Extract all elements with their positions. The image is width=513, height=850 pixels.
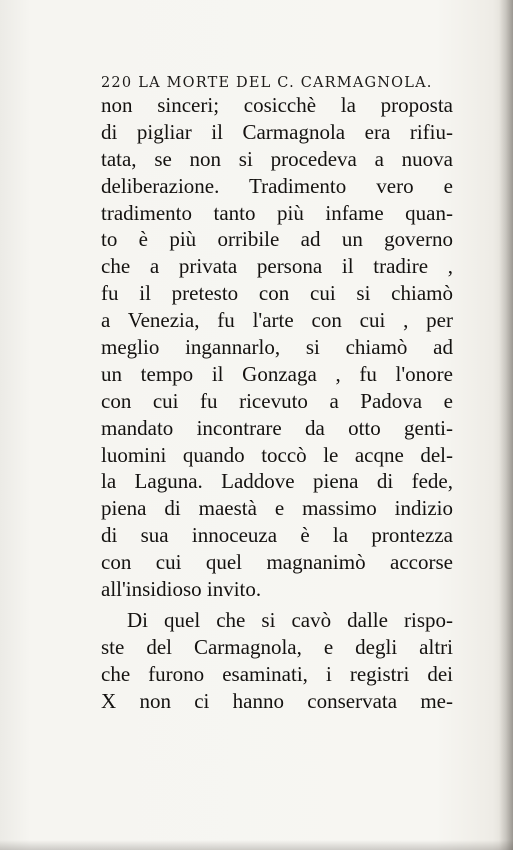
text-line: di pigliar il Carmagnola era rifiu-	[101, 119, 453, 144]
text-line: mandato incontrare da otto genti-	[101, 415, 453, 440]
text-line: a Venezia, fu l'arte con cui , per	[101, 308, 453, 333]
text-line: to è più orribile ad un governo	[101, 227, 453, 252]
text-line: tradimento tanto più infame quan-	[101, 200, 453, 225]
page-right-edge-shadow	[499, 0, 513, 850]
paragraph-2	[101, 607, 453, 715]
body-text	[101, 92, 453, 714]
running-title: LA MORTE DEL C. CARMAGNOLA.	[138, 75, 433, 91]
text-line: la Laguna. Laddove piena di fede,	[101, 469, 453, 494]
text-line: luomini quando toccò le acqne del-	[101, 442, 453, 467]
text-line: non sinceri; cosicchè la proposta	[101, 93, 453, 117]
text-line: fu il pretesto con cui si chiamò	[101, 281, 453, 306]
text-line: ste del Carmagnola, e degli altri	[101, 634, 453, 659]
text-line: con cui fu ricevuto a Padova e	[101, 388, 453, 413]
text-line: meglio ingannarlo, si chiamò ad	[101, 335, 453, 360]
text-line: Di quel che si cavò dalle rispo-	[127, 607, 453, 632]
text-line: un tempo il Gonzaga , fu l'onore	[101, 361, 453, 386]
paragraph-1	[101, 92, 453, 603]
text-line: con cui quel magnanimò accorse	[101, 550, 453, 575]
running-header	[101, 75, 461, 91]
text-line: tata, se non si procedeva a nuova	[101, 146, 453, 171]
text-line: che a privata persona il tradire ,	[101, 254, 453, 279]
text-line: di sua innoceuza è la prontezza	[101, 523, 453, 548]
page-bottom-edge-shadow	[0, 840, 513, 850]
text-line: che furono esaminati, i registri dei	[101, 661, 453, 686]
text-line: all'insidioso invito.	[101, 577, 262, 602]
text-line: piena di maestà e massimo indizio	[101, 496, 453, 521]
page-number: 220	[101, 75, 133, 91]
text-line: deliberazione. Tradimento vero e	[101, 173, 453, 198]
text-line: X non ci hanno conservata me-	[101, 688, 453, 713]
